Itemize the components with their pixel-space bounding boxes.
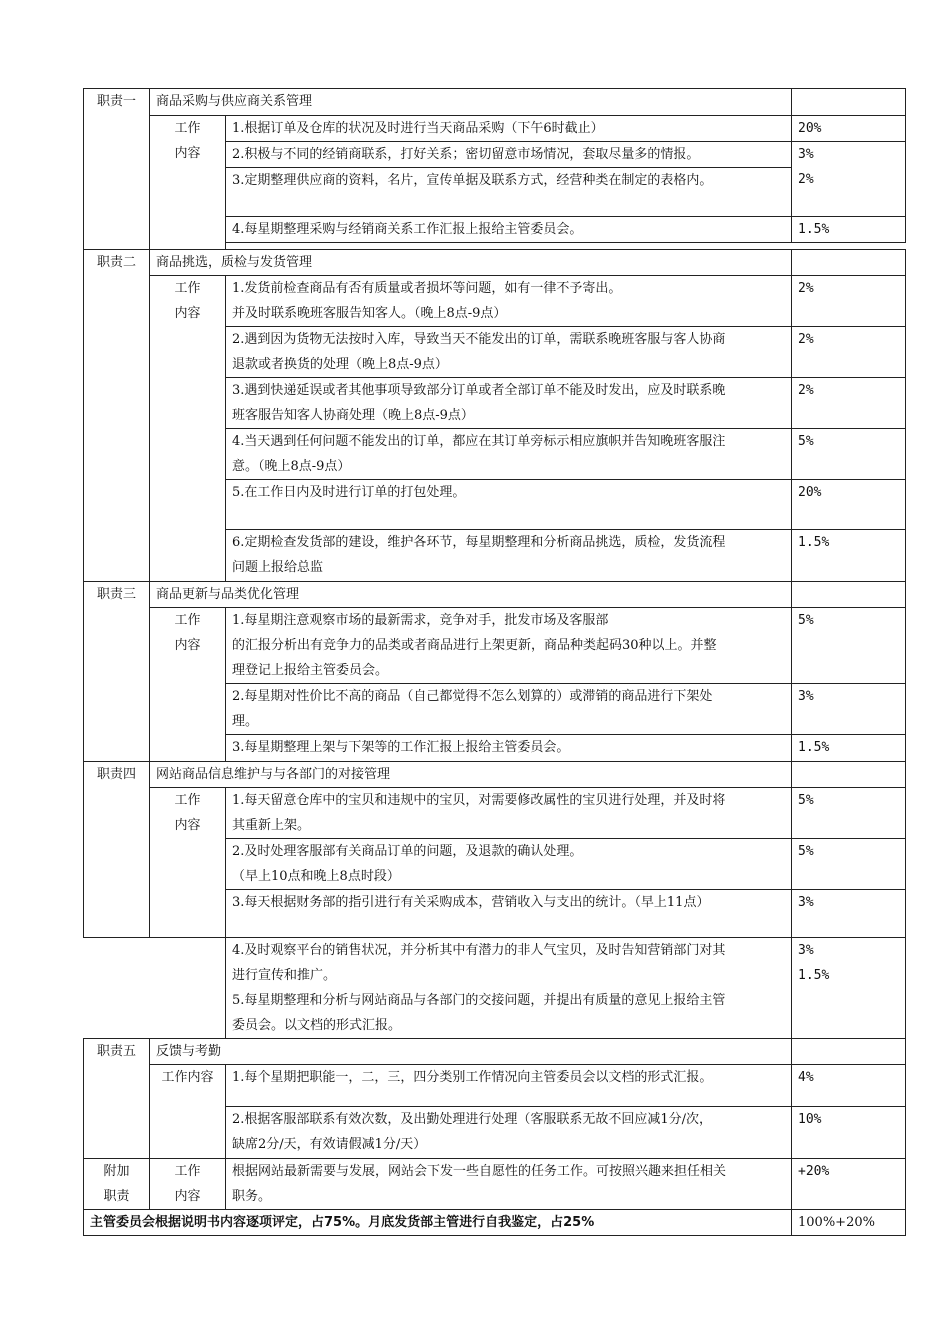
duty-5-label: 职责五 (84, 1039, 150, 1159)
evaluation-summary: 主管委员会根据说明书内容逐项评定，占75%。月底发货部主管进行自我鉴定，占25% (84, 1210, 792, 1236)
duty-2-item-5: 5.在工作日内及时进行订单的打包处理。 (226, 480, 792, 530)
duty-5-item-2: 2.根据客服部联系有效次数，及出勤处理进行处理（客服联系无故不回应减1分/次， 缺席2分/天，有效请假减1分/天） (226, 1107, 792, 1159)
work-content-label: 工作 内容 (150, 116, 226, 250)
duty-5-section-title: 反馈与考勤 (150, 1039, 792, 1065)
duty-5-item-2-weight: 10% (792, 1107, 906, 1159)
duty-4-item-1-weight: 5% (792, 788, 906, 839)
duty-1-item-4-weight: 1.5% (792, 217, 906, 243)
work-content-label: 工作 内容 (150, 1159, 226, 1210)
duty-3-item-3: 3.每星期整理上架与下架等的工作汇报上报给主管委员会。 (226, 735, 792, 762)
extra-duty-item: 根据网站最新需要与发展，网站会下发一些自愿性的任务工作。可按照兴趣来担任相关 职务。 (226, 1159, 792, 1210)
duty-4-item-3: 3.每天根据财务部的指引进行有关采购成本，营销收入与支出的统计。（早上11点） (226, 890, 792, 938)
duty-1-item-1-weight: 20% (792, 116, 906, 142)
duty-3-item-2: 2.每星期对性价比不高的商品（自己都觉得不怎么划算的）或滞销的商品进行下架处 理。 (226, 684, 792, 735)
duty-2-item-4: 4.当天遇到任何问题不能发出的订单，都应在其订单旁标示相应旗帜并告知晚班客服注 意。（晚上8点-9点） (226, 429, 792, 480)
duty-4-extra-weights: 3% 1.5% (792, 938, 906, 1039)
work-content-label: 工作 内容 (150, 788, 226, 938)
duty-2-item-5-weight: 20% (792, 480, 906, 530)
duty-4-item-2: 2.及时处理客服部有关商品订单的问题，及退款的确认处理。 （早上10点和晚上8点时段） (226, 839, 792, 890)
duty-3-item-2-weight: 3% (792, 684, 906, 735)
duty-2-item-3-weight: 2% (792, 378, 906, 429)
duty-2-section-title: 商品挑选，质检与发货管理 (150, 250, 792, 276)
extra-duty-weight: +20% (792, 1159, 906, 1210)
duty-1-item-2: 2.积极与不同的经销商联系，打好关系；密切留意市场情况，套取尽量多的情报。 (226, 142, 792, 168)
duty-4-item-3-weight: 3% (792, 890, 906, 938)
extra-duty-label: 附加 职责 (84, 1159, 150, 1210)
duty-1-item-2-weight: 3% 2% (792, 142, 906, 217)
duty-4-item-2-weight: 5% (792, 839, 906, 890)
duty-5-item-1-weight: 4% (792, 1065, 906, 1107)
duty-3-item-1: 1.每星期注意观察市场的最新需求，竞争对手，批发市场及客服部 的汇报分析出有竞争力的品类或者商品进行上架更新，商品种类起码30种以上。并整 理登记上报给主管委员会。 (226, 608, 792, 684)
duty-2-item-3: 3.遇到快递延误或者其他事项导致部分订单或者全部订单不能及时发出，应及时联系晚 班客服告知客人协商处理（晚上8点-9点） (226, 378, 792, 429)
duty-1-item-1: 1.根据订单及仓库的状况及时进行当天商品采购（下午6时截止） (226, 116, 792, 142)
work-content-label: 工作内容 (150, 1065, 226, 1159)
duty-4-item-1: 1.每天留意仓库中的宝贝和违规中的宝贝，对需要修改属性的宝贝进行处理，并及时将 其重新上架。 (226, 788, 792, 839)
duty-3-item-3-weight: 1.5% (792, 735, 906, 762)
duty-2-item-6: 6.定期检查发货部的建设，维护各环节，每星期整理和分析商品挑选，质检，发货流程 问题上报给总监 (226, 530, 792, 582)
duty-3-section-title: 商品更新与品类优化管理 (150, 582, 792, 608)
duty-4-label: 职责四 (84, 762, 150, 938)
duty-1-item-3: 3.定期整理供应商的资料，名片，宣传单据及联系方式，经营种类在制定的表格内。 (226, 168, 792, 217)
work-content-label: 工作 内容 (150, 608, 226, 762)
duty-5-item-1: 1.每个星期把职能一，二，三，四分类别工作情况向主管委员会以文档的形式汇报。 (226, 1065, 792, 1107)
work-content-label: 工作 内容 (150, 276, 226, 582)
duty-1-label: 职责一 (84, 89, 150, 250)
total-weight: 100%+20% (792, 1210, 906, 1236)
duty-2-item-4-weight: 5% (792, 429, 906, 480)
duty-3-label: 职责三 (84, 582, 150, 762)
duty-3-item-1-weight: 5% (792, 608, 906, 684)
duty-1-section-title: 商品采购与供应商关系管理 (150, 89, 792, 116)
duty-2-label: 职责二 (84, 250, 150, 582)
duty-1-item-4: 4.每星期整理采购与经销商关系工作汇报上报给主管委员会。 (226, 217, 792, 243)
duty-2-item-6-weight: 1.5% (792, 530, 906, 582)
duty-2-item-1: 1.发货前检查商品有否有质量或者损坏等问题，如有一律不予寄出。 并及时联系晚班客服告知客人。（晚上8点-9点） (226, 276, 792, 327)
duty-4-extra-items: 4.及时观察平台的销售状况，并分析其中有潜力的非人气宝贝，及时告知营销部门对其 进行宣传和推广。 5.每星期整理和分析与网站商品与各部门的交接问题，并提出有质量的意见上报给主管 委员会。以文档的形式汇报。 (226, 938, 792, 1039)
duty-2-item-1-weight: 2% (792, 276, 906, 327)
duty-2-item-2: 2.遇到因为货物无法按时入库，导致当天不能发出的订单，需联系晚班客服与客人协商 退款或者换货的处理（晚上8点-9点） (226, 327, 792, 378)
duty-2-item-2-weight: 2% (792, 327, 906, 378)
job-duty-table (83, 88, 906, 1236)
duty-4-section-title: 网站商品信息维护与与各部门的对接管理 (150, 762, 792, 788)
